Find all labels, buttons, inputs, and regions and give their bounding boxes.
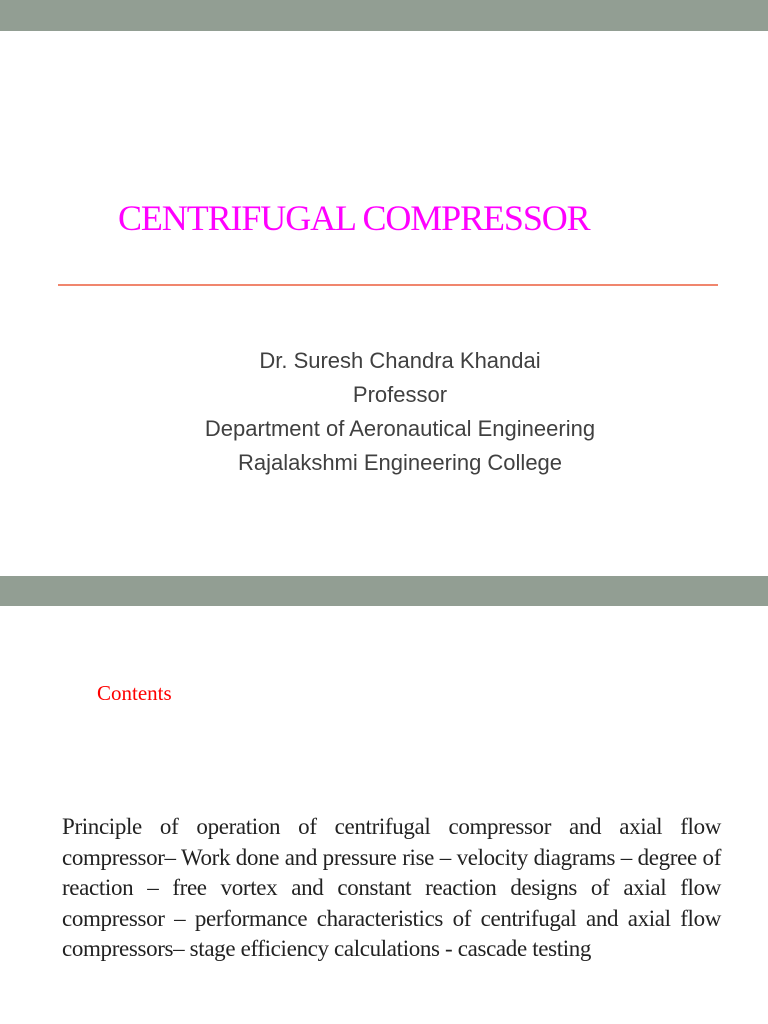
slide-title: CENTRIFUGAL COMPRESSOR bbox=[118, 198, 590, 238]
title-divider bbox=[58, 284, 718, 286]
contents-body: Principle of operation of centrifugal compressor and axial flow compressor– Work done and pressure rise – velocity diagrams – degree of reaction – free vortex and constant reaction designs of axial flow compressor – performance characteristics of centrifugal and axial flow compressors– stage efficiency calculations - cascade testing bbox=[62, 814, 721, 962]
slide-header-bar bbox=[0, 0, 768, 31]
slide-header-bar bbox=[0, 576, 768, 606]
author-name: Dr. Suresh Chandra Khandai bbox=[259, 348, 541, 373]
author-role: Professor bbox=[352, 382, 448, 407]
author-block bbox=[100, 344, 700, 480]
contents-heading: Contents bbox=[97, 681, 172, 705]
contents-slide bbox=[0, 576, 768, 1024]
author-department: Department of Aeronautical Engineering bbox=[204, 416, 596, 441]
author-institution: Rajalakshmi Engineering College bbox=[237, 450, 563, 475]
